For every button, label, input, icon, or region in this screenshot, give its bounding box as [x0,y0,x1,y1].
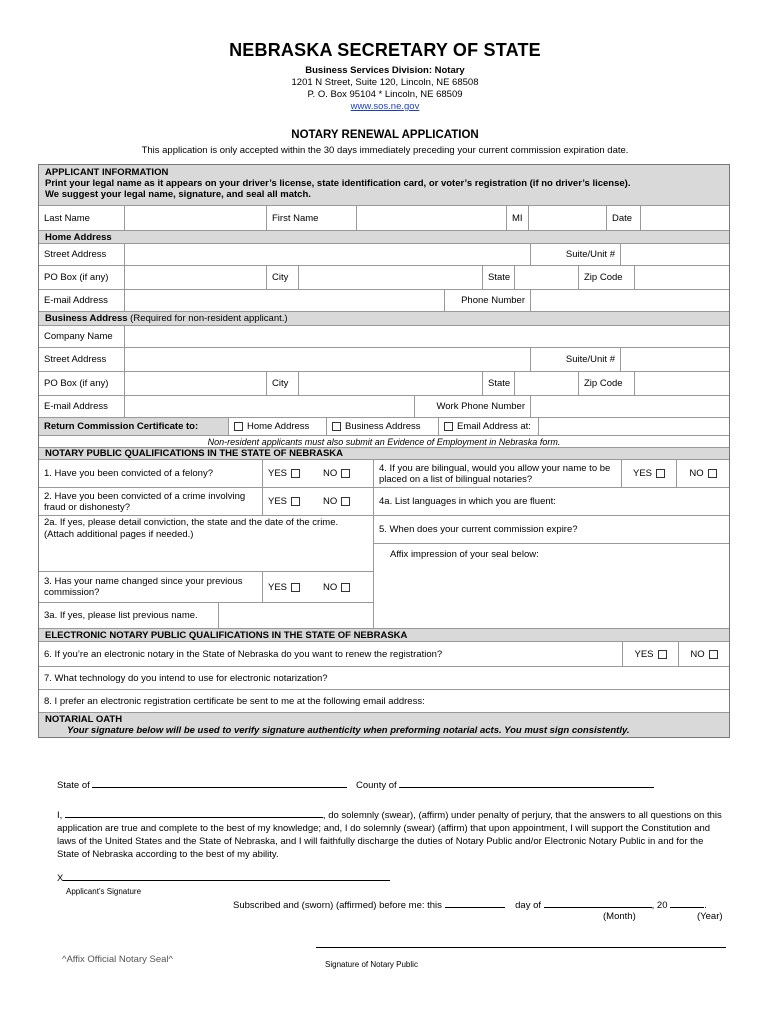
zip-code-label: Zip Code [579,266,635,289]
qualifications-left [39,460,374,628]
qualifications-block [39,460,729,629]
q3a-field[interactable] [219,603,373,628]
q4-text: 4. If you are bilingual, would you allow your name to be placed on a list of bilingual notaries? [374,460,622,487]
q1-no[interactable]: NO [318,460,373,487]
q3-no[interactable]: NO [318,572,373,602]
applicant-section-header [39,165,729,206]
home-address-title: Home Address [45,232,112,243]
business-suite-field[interactable] [621,348,729,371]
q6-no[interactable]: NO [679,642,729,666]
phone-field[interactable] [531,290,729,311]
business-address-header [39,312,729,326]
zip-code-field[interactable] [635,266,729,289]
q4-row [374,460,729,488]
q4-yes[interactable]: YES [622,460,677,487]
q4-yes-checkbox[interactable] [656,469,665,478]
q6-yes[interactable]: YES [623,642,679,666]
notary-signature-field[interactable] [316,947,726,948]
q2-yes-checkbox[interactable] [291,497,300,506]
applicant-signature-label: Applicant’s Signature [66,887,142,896]
q2a-row[interactable] [39,516,373,572]
business-email-row [39,396,729,418]
business-city-field[interactable] [299,372,483,395]
q2-no-checkbox[interactable] [341,497,350,506]
return-email-option[interactable]: Email Address at: [439,418,539,435]
applicant-signature-field[interactable] [63,872,390,881]
notary-signature-label: Signature of Notary Public [325,960,418,969]
oath-note: Your signature below will be used to verify signature authenticity when preforming notarial acts. You must sign consistently. [67,725,630,736]
q8-text: 8. I prefer an electronic registration certificate be sent to me at the following email address: [44,695,425,707]
month-label: (Month) [603,911,636,922]
business-city-label: City [267,372,299,395]
business-address-checkbox[interactable] [332,422,341,431]
application-form [38,164,730,738]
electronic-title: ELECTRONIC NOTARY PUBLIC QUALIFICATIONS IN THE STATE OF NEBRASKA [45,630,408,641]
po-box-label: PO Box (if any) [39,266,125,289]
business-address-title: Business Address (Required for non-resident applicant.) [45,313,288,324]
first-name-label: First Name [267,206,357,230]
work-phone-label: Work Phone Number [415,396,531,417]
company-name-field[interactable] [125,326,729,347]
date-field[interactable] [641,206,729,230]
last-name-field[interactable] [125,206,267,230]
business-po-box-label: PO Box (if any) [39,372,125,395]
q3-row [39,572,373,603]
q4a-row[interactable] [374,488,729,516]
business-po-box-row [39,372,729,396]
q1-no-checkbox[interactable] [341,469,350,478]
q1-yes-checkbox[interactable] [291,469,300,478]
applicant-section-title: APPLICANT INFORMATION [45,167,169,178]
q6-yes-checkbox[interactable] [658,650,667,659]
email-label: E-mail Address [39,290,125,311]
po-box-field[interactable] [125,266,267,289]
business-email-field[interactable] [125,396,415,417]
oath-paragraph: I, , do solemnly (swear), (affirm) under penalty of perjury, that the answers to all questions on this application are true and complete to the best of my knowledge; and, I do solemnly (swear) (affirm) that upon appointment, I will support the Constitution and laws of the United States and the State of Nebraska, and I will faithfully discharge the duties of Notary Public and/or Electronic Notary Public in and for the State of Nebraska according to the best of my ability. [57,810,722,860]
q2a-text: 2a. If yes, please detail conviction, the state and the date of the crime. (Attach additional pages if needed.) [44,517,339,540]
agency-title: NEBRASKA SECRETARY OF STATE [229,40,541,60]
q6-no-checkbox[interactable] [709,650,718,659]
qualifications-title: NOTARY PUBLIC QUALIFICATIONS IN THE STATE OF NEBRASKA [45,448,344,459]
business-street-field[interactable] [125,348,531,371]
q5-row[interactable] [374,516,729,544]
document-header [0,40,770,156]
subscribed-month-field[interactable] [544,899,652,908]
oath-header [39,713,729,737]
return-business-option[interactable]: Business Address [327,418,439,435]
q2-row [39,488,373,516]
name-row [39,206,729,231]
business-state-field[interactable] [515,372,579,395]
q4-no-checkbox[interactable] [708,469,717,478]
website-link[interactable]: www.sos.ne.gov [350,101,420,112]
q3-no-checkbox[interactable] [341,583,350,592]
state-label: State [483,266,515,289]
q2-text: 2. Have you been convicted of a crime involving fraud or dishonesty? [39,488,263,515]
date-label: Date [607,206,641,230]
phone-label: Phone Number [445,290,531,311]
home-street-row [39,244,729,266]
home-email-row [39,290,729,312]
state-of-field[interactable] [92,779,347,788]
affix-notary-seal-label: ^Affix Official Notary Seal^ [62,954,173,965]
oath-title: NOTARIAL OATH [45,714,123,725]
q3a-row [39,603,373,628]
suite-unit-label: Suite/Unit # [531,244,621,265]
email-address-checkbox[interactable] [444,422,453,431]
q7-text: 7. What technology do you intend to use for electronic notarization? [44,672,328,684]
form-title: NOTARY RENEWAL APPLICATION [291,129,479,141]
street-address-line: 1201 N Street, Suite 120, Lincoln, NE 68508 [291,77,479,88]
q1-text: 1. Have you been convicted of a felony? [39,460,263,487]
mi-label: MI [507,206,529,230]
nonresident-note: Non-resident applicants must also submit an Evidence of Employment in Nebraska form. [207,436,561,447]
county-of-line[interactable]: County of [356,779,654,791]
home-address-header [39,231,729,244]
applicant-instruction-1: Print your legal name as it appears on your driver’s license, state identification card, or voter’s registration (if no driver’s license). [45,178,631,189]
q8-row[interactable] [39,690,729,713]
q6-text: 6. If you’re an electronic notary in the State of Nebraska do you want to renew the registration? [39,642,623,666]
email-field[interactable] [125,290,445,311]
home-po-box-row [39,266,729,290]
q2-no[interactable]: NO [318,488,373,515]
work-phone-field[interactable] [531,396,729,417]
return-certificate-row [39,418,729,436]
seal-area[interactable] [374,544,729,628]
q3-text: 3. Has your name changed since your previous commission? [39,572,263,602]
electronic-header [39,629,729,642]
street-address-field[interactable] [125,244,531,265]
po-box-line: P. O. Box 95104 * Lincoln, NE 68509 [307,89,463,100]
state-of-line[interactable]: State of [57,779,347,791]
q1-yes[interactable]: YES [263,460,318,487]
q4-no[interactable]: NO [677,460,729,487]
return-certificate-label: Return Commission Certificate to: [39,418,229,435]
q4a-text: 4a. List languages in which you are fluent: [379,496,556,507]
subscribed-day-field[interactable] [445,899,505,908]
form-subtitle: This application is only accepted within the 30 days immediately preceding your current commission expiration date. [141,145,629,156]
qualifications-header [39,448,729,460]
business-po-box-field[interactable] [125,372,267,395]
company-row [39,326,729,348]
q5-text: 5. When does your current commission expire? [379,524,578,535]
return-home-option[interactable]: Home Address [229,418,327,435]
q1-row [39,460,373,488]
q2-yes[interactable]: YES [263,488,318,515]
business-email-label: E-mail Address [39,396,125,417]
subscribed-line: Subscribed and (sworn) (affirmed) before me: this day of , 20 . [233,900,707,911]
division-name: Business Services Division: Notary [305,65,465,76]
suite-unit-field[interactable] [621,244,729,265]
business-zip-field[interactable] [635,372,729,395]
q6-row [39,642,729,667]
city-label: City [267,266,299,289]
q3-yes-checkbox[interactable] [291,583,300,592]
street-address-label: Street Address [39,244,125,265]
company-name-label: Company Name [39,326,125,347]
city-field[interactable] [299,266,483,289]
last-name-label: Last Name [39,206,125,230]
applicant-name-field[interactable] [65,809,323,818]
home-address-checkbox[interactable] [234,422,243,431]
applicant-instruction-2: We suggest your legal name, signature, and seal all match. [45,189,311,200]
return-email-field[interactable] [539,418,729,435]
subscribed-year-field[interactable] [670,899,704,908]
qualifications-right [374,460,729,628]
business-state-label: State [483,372,515,395]
q3-yes[interactable]: YES [263,572,318,602]
business-zip-label: Zip Code [579,372,635,395]
business-street-label: Street Address [39,348,125,371]
q7-row[interactable] [39,667,729,690]
business-street-row [39,348,729,372]
year-label: (Year) [697,911,723,922]
first-name-field[interactable] [357,206,507,230]
applicant-signature-line[interactable]: X [57,872,390,884]
business-suite-label: Suite/Unit # [531,348,621,371]
q3a-text: 3a. If yes, please list previous name. [39,603,219,628]
mi-field[interactable] [529,206,607,230]
nonresident-note-row [39,436,729,448]
county-of-field[interactable] [399,779,654,788]
seal-instruction: Affix impression of your seal below: [390,549,539,560]
state-field[interactable] [515,266,579,289]
